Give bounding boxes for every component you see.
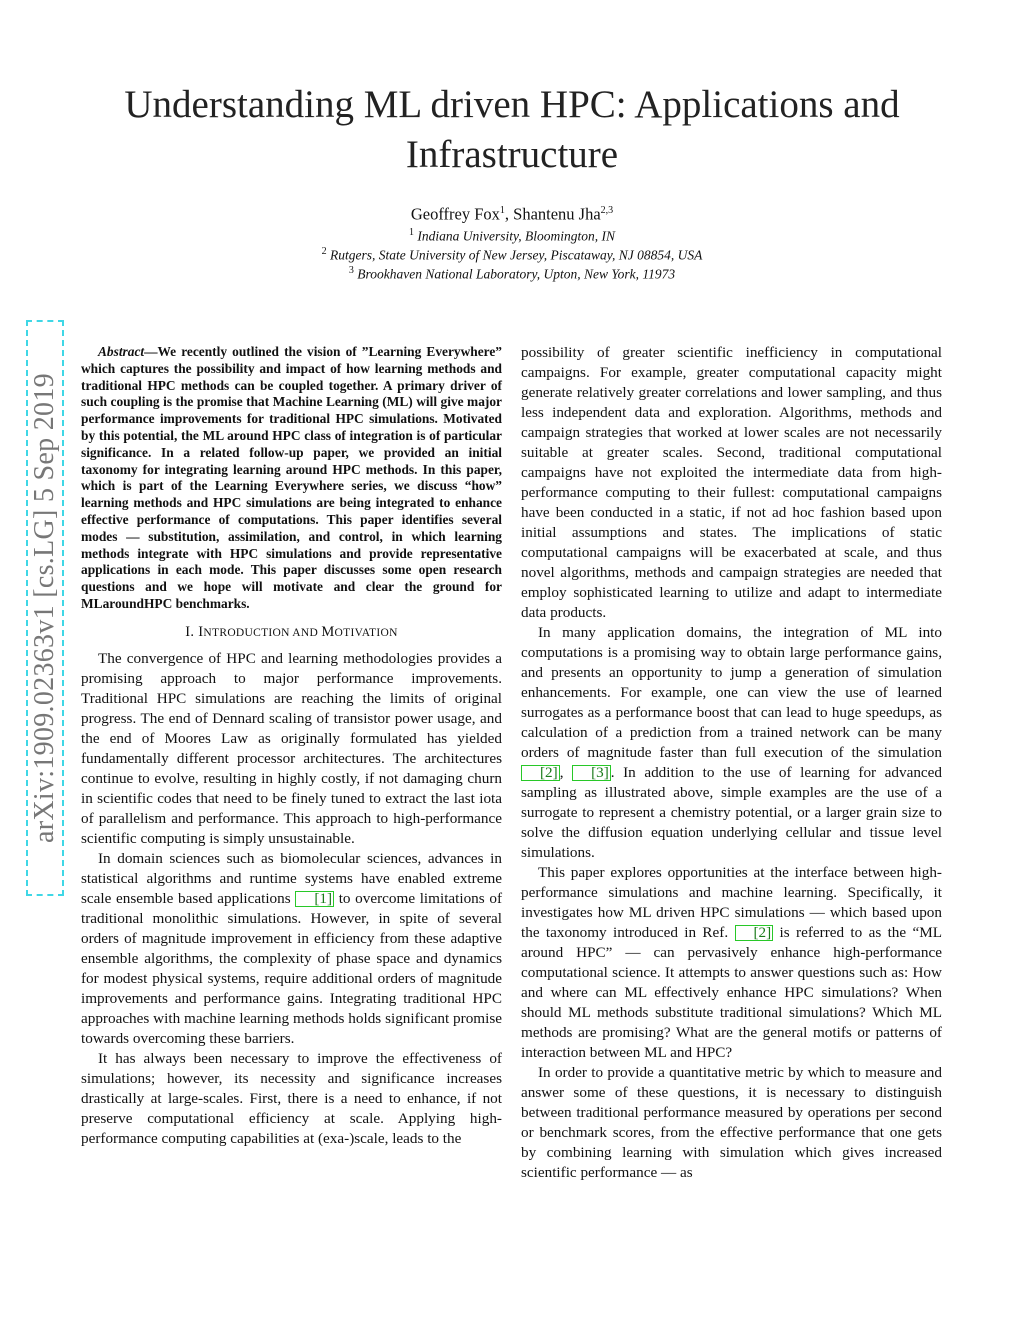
paragraph-text: ,: [559, 764, 573, 781]
author-affil-mark: 1: [499, 205, 505, 216]
section-heading: [81, 622, 502, 643]
section-title-part: M: [321, 623, 335, 640]
arxiv-identifier[interactable]: arXiv:1909.02363v1 [cs.LG] 5 Sep 2019: [26, 320, 64, 896]
affiliation: [0, 262, 1024, 284]
section-title-part: I: [198, 623, 204, 640]
paragraph-text: is referred to as the “ML around HPC” — can pervasively enhance high-performance computational science. It attempts to answer questions such as: How and where can ML effectively enhance HPC simulations? When should ML methods substitute traditional simulations? Which ML methods are promising? What are the general motifs or patterns of interaction between ML and HPC?: [521, 924, 942, 1061]
section-number: I.: [185, 623, 195, 640]
section-title-part: NTRODUCTION AND: [203, 626, 322, 639]
author-affil-mark: 2,3: [600, 205, 614, 216]
author-name: Shantenu Jha: [513, 204, 601, 224]
paragraph-text: In domain sciences such as biomolecular sciences, advances in statistical algorithms and runtime systems have enabled extreme scale ensemble based applications: [81, 849, 502, 907]
paragraph-text: to overcome limitations of traditional monolithic simulations. However, in spite of several orders of magnitude improvement in efficiency from these adaptive ensemble algorithms, the complexity of phase space and dynamics for modest physical systems, require additional orders of magnitude improvements and performance gains. Integrating traditional HPC approaches with machine learning methods holds significant promise towards overcoming these barriers.: [81, 889, 502, 1047]
abstract-text: —We recently outlined the vision of ”Learning Everywhere” which captures the possibility and impact of how learning methods and traditional HPC methods can be coupled together. A primary driver of such coupling is the promise that Machine Learning (ML) will give major performance improvements for traditional HPC simulations. Motivated by this potential, the ML around HPC class of integration is of particular significance. In a related follow-up paper, we provided an initial taxonomy for integrating learning around HPC methods. In this paper, which is part of the Learning Everywhere series, we discuss “how” learning methods and HPC simulations are being integrated to enhance effective performance of computations. This paper identifies several modes — substitution, assimilation, and control, in which learning methods integrate with HPC simulations and provide representative applications in each mode. This paper discusses some open research questions and we hope will motivate and clear the ground for MLaroundHPC benchmarks.: [81, 344, 502, 611]
body-paragraph: It has always been necessary to improve the effectiveness of simulations; however, its necessity and significance increases drastically at large-scales. First, there is a need to enhance, if not preserve computational efficiency at scale. Applying high-performance computing capabilities at (exa-)scale, leads to the: [81, 1049, 502, 1147]
left-column: [81, 344, 502, 1149]
affiliation-number: 2: [321, 246, 327, 257]
author-separator: ,: [504, 204, 514, 224]
author-name: Geoffrey Fox: [410, 204, 500, 224]
body-paragraph: In order to provide a quantitative metric by which to measure and answer some of these questions, it is necessary to distinguish between traditional performance measured by operations per second or benchmark scores, from the effective performance that one gets by combining learning with simulation which gives increased scientific performance — as: [521, 1064, 942, 1181]
citation-link[interactable]: [2]: [521, 765, 560, 781]
citation-link[interactable]: [3]: [572, 765, 611, 781]
affiliation-text: Indiana University, Bloomington, IN: [417, 228, 615, 244]
affiliation-text: Rutgers, State University of New Jersey, Piscataway, NJ 08854, USA: [330, 247, 703, 263]
affiliation-number: 3: [348, 265, 354, 276]
paragraph-text: This paper explores opportunities at the interface between high-performance simulations and machine learning. Specifically, it investigates how ML driven HPC simulations — which based upon the taxonomy introduced in Ref.: [521, 864, 942, 941]
abstract: [81, 344, 502, 613]
paragraph-text: . In addition to the use of learning for advanced sampling as illustrated above, simple examples are the use of a surrogate to represent a chemistry potential, or a larger grain size to solve the diffusion equation underlying cellular and tissue level simulations.: [521, 764, 942, 861]
body-paragraph: possibility of greater scientific inefficiency in computational campaigns. For example, greater computational capacity might generate relatively greater correlations and lower sampling, and thus less independent data and exploration. Algorithms, methods and campaign strategies that worked at lower scales are not necessarily suitable at greater scales. Second, traditional computational campaigns have not exploited the intermediate data from high-performance computing to their fullest: computational campaigns have been conducted in a static, if not ad hoc fashion based upon initial assumptions and states. The implications of static computational campaigns will be exacerbated at scale, and thus novel algorithms, methods and campaign strategies are needed that employ sophisticated learning to utilize and adapt to intermediate data products.: [521, 344, 942, 621]
citation-link[interactable]: [2]: [735, 925, 774, 941]
author-line: [0, 200, 1024, 226]
paper-title: Understanding ML driven HPC: Applications and Infrastructure: [124, 83, 900, 176]
paragraph-text: In many application domains, the integration of ML into computations is a promising way to obtain large performance gains, and presents an opportunity to jump a generation of simulation enhancements. For example, one can view the use of learned surrogates as a performance boost that can lead to huge speedups, as calculation of a prediction from a trained network can be many orders of magnitude faster than full execution of the simulation: [521, 624, 942, 761]
right-column: [521, 343, 942, 1183]
body-paragraph: The convergence of HPC and learning methodologies provides a promising approach to major performance improvements. Traditional HPC simulations are reaching the limits of original progress. The end of Dennard scaling of transistor power usage, and the end of Moores Law as originally formulated has yielded fundamentally different processor architectures. The architectures continue to evolve, resulting in highly costly, if not damaging churn in scientific codes that need to be finely tuned to extract the last iota of parallelism and performance. This approach to high-performance scientific computing is simply unsustainable.: [81, 649, 502, 847]
affiliation-number: 1: [409, 227, 414, 238]
body-paragraph: [521, 623, 942, 863]
citation-link[interactable]: [1]: [295, 891, 334, 907]
body-paragraph: [81, 849, 502, 1049]
section-title-part: OTIVATION: [334, 626, 398, 639]
body-paragraph: [521, 863, 942, 1063]
affiliation-text: Brookhaven National Laboratory, Upton, New York, 11973: [357, 266, 676, 282]
abstract-label: Abstract: [98, 344, 145, 359]
